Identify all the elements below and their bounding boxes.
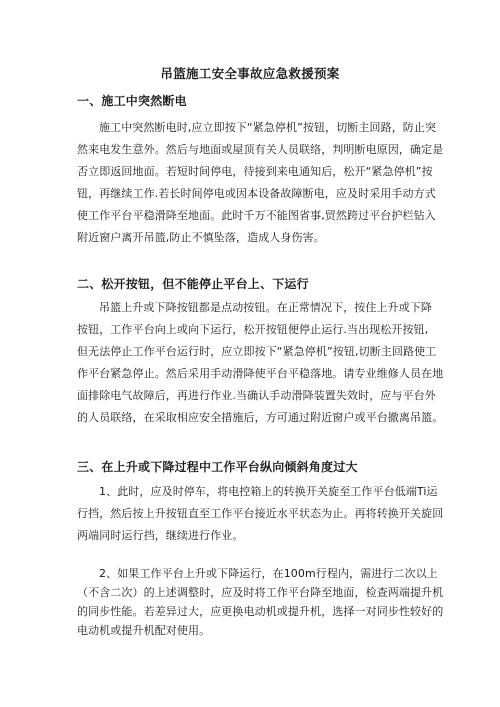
paragraph-line: 2、如果工作平台上升或下降运行，在100m行程内，需进行二次以上 (99, 567, 438, 580)
paragraph-line: 附近窗户离开吊篮,防止不慎坠落，造成人身伤害。 (77, 231, 325, 244)
paragraph-line: 按钮，工作平台向上或向下运行，松开按钮便停止运行.当出现松开按钮, (77, 323, 429, 336)
paragraph-line: 然来电发生意外。然后与地面或屋顶有关人员联络，判明断电原因，确定是 (77, 143, 444, 156)
section-2-heading: 二、松开按钮，但不能停止平台上、下运行 (77, 277, 309, 291)
paragraph-line: （不含二次）的上述调整时，应及时将工作平台降至地面，检查两端提升机 (77, 586, 444, 599)
paragraph-line: 两端同时运行挡，继续进行作业。 (77, 529, 244, 542)
paragraph-line: 吊篮上升或下降按钮都是点动按钮。在正常情况下，按住上升或下降 (99, 301, 432, 314)
paragraph-line: 1、此时，应及时停车，将电控箱上的转换开关旋至工作平台低端Ti运 (99, 485, 438, 498)
document-title: 吊篮施工安全事故应急救援预案 (160, 66, 340, 81)
paragraph-line: 否立即返回地面。若短时间停电，待接到来电通知后，松开“紧急停机”按 (77, 165, 433, 178)
paragraph-line: 行挡，然后按上升按钮直至工作平台接近水平状态为止。再将转换开关旋回 (77, 507, 444, 520)
paragraph-line: 施工中突然断电时,应立即按下“紧急停机”按钮，切断主回路，防止突 (99, 121, 437, 134)
paragraph-line: 但无法停止工作平台运行时，应立即按下“紧急停机”按钮,切断主回路使工 (77, 345, 437, 358)
section-2-paragraph (77, 297, 444, 429)
paragraph-line: 面排除电气故障后，再进行作业.当确认手动滑降装置失效时，应与平台外 (77, 389, 436, 402)
paragraph-line: 电动机或提升机配对使用。 (77, 624, 211, 637)
section-1-paragraph (77, 117, 444, 249)
section-3-paragraph-1 (77, 481, 444, 547)
section-3-paragraph-2 (77, 564, 444, 640)
paragraph-line: 的人员联络，在采取相应安全措施后，方可通过附近窗户或平台撤离吊篮。 (77, 411, 444, 424)
section-3-heading: 三、在上升或下降过程中工作平台纵向倾斜角度过大 (77, 460, 358, 474)
paragraph-line: 使工作平台平稳滑降至地面。此时千万不能图省事,贸然跨过平台护栏钻入 (77, 209, 436, 222)
section-1-heading: 一、施工中突然断电 (77, 94, 187, 108)
paragraph-line: 的同步性能。若差异过大，应更换电动机或提升机，选择一对同步性较好的 (77, 605, 444, 618)
paragraph-line: 作平台紧急停止。然后采用手动滑降使平台平稳落地。请专业维修人员在地 (77, 367, 444, 380)
paragraph-line: 钮，再继续工作.若长时间停电或因本设备故障断电，应及时采用手动方式 (77, 187, 436, 200)
